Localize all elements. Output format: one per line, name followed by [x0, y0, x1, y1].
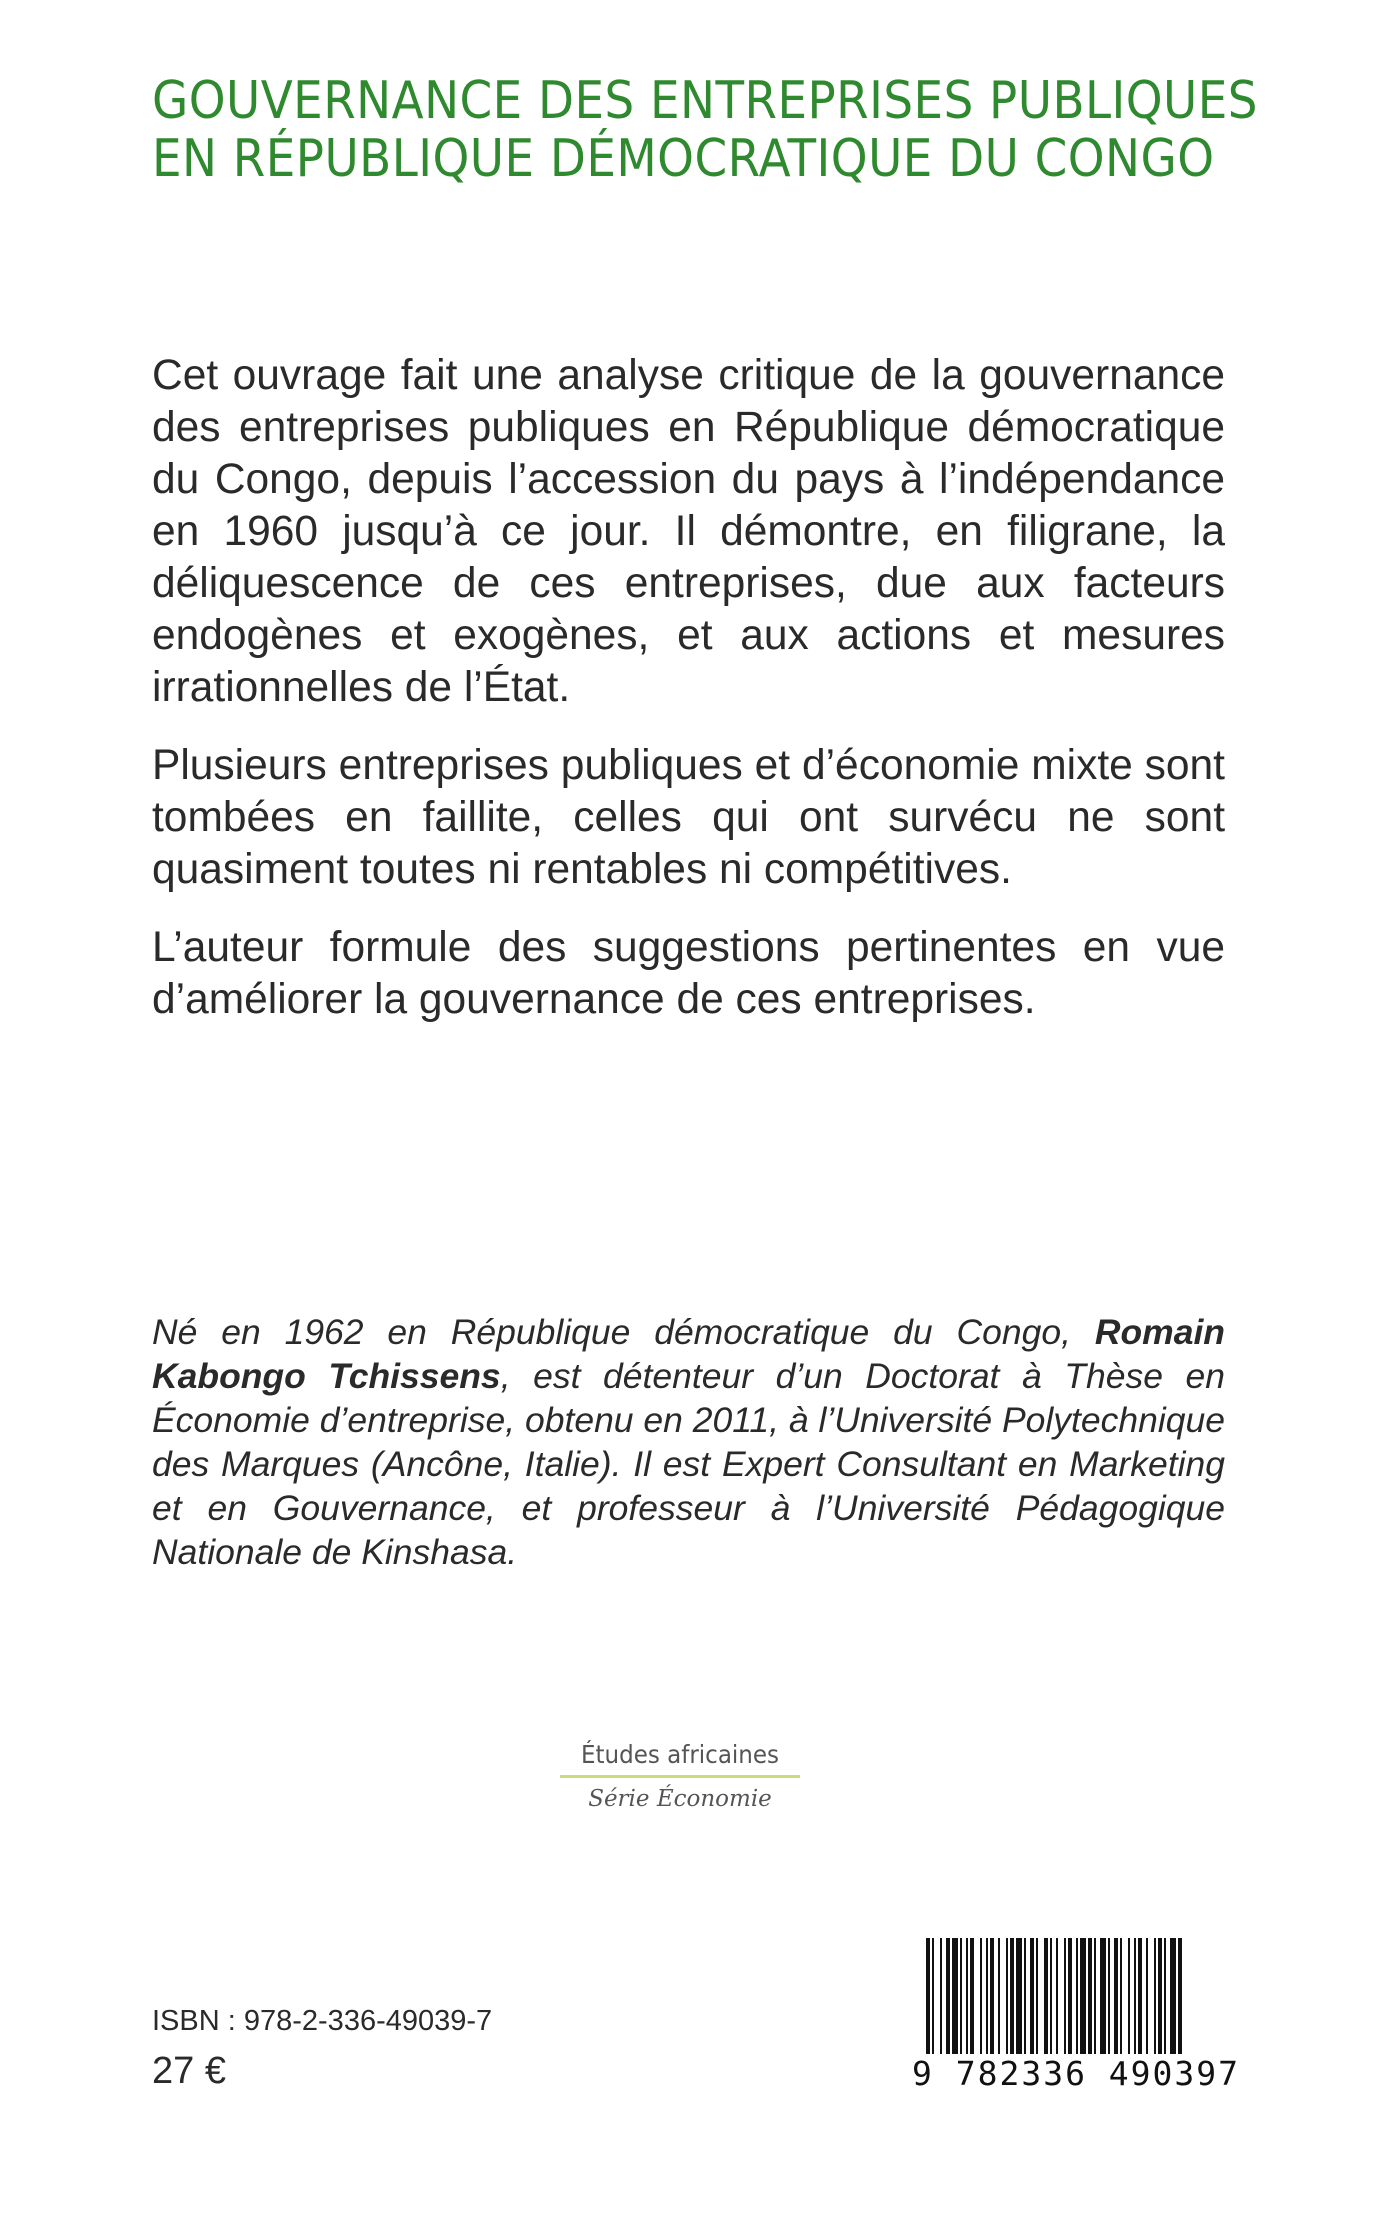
- barcode-bar: [1064, 1938, 1066, 2058]
- isbn: ISBN : 978-2-336-49039-7: [152, 2005, 493, 2037]
- barcode-bar: [1178, 1938, 1182, 2058]
- barcode-bar: [986, 1938, 988, 2058]
- barcode-bar: [940, 1938, 942, 2058]
- series-logo: [560, 1740, 800, 1812]
- barcode-bar: [970, 1938, 974, 2058]
- barcode-bar: [1010, 1938, 1014, 2058]
- price: 27 €: [152, 2050, 226, 2092]
- author-name: Romain Kabongo Tchissens: [152, 1312, 1225, 1396]
- series-subseries: Série Économie: [588, 1786, 772, 1812]
- series-name: Études africaines: [580, 1740, 780, 1769]
- summary-paragraph-1: Cet ouvrage fait une analyse critique de la gouvernance des entreprises publiques en République démocratique du Congo, depuis l’accession du pays à l’indépendance en 1960 jusqu’à ce jour. Il démontre, en filigrane, la déliquescence de ces entreprises, due aux facteurs endogènes et exogènes, et aux actions et mesures irrationnelles de l’État.: [152, 352, 1225, 711]
- bio-details: , est détenteur d’un Doctorat à Thèse en Économie d’entreprise, obtenu en 2011, à l’Université Polytechnique des Marques (Ancône, Italie). Il est Expert Consultant en Marketing et en Gouvernance, et professeur à l’Université Pédagogique Nationale de Kinshasa.: [152, 1356, 1225, 1572]
- barcode-bar: [998, 1938, 1000, 2058]
- barcode-bar: [966, 1938, 968, 2058]
- author-bio: [152, 1310, 1225, 1574]
- bio-intro: Né en 1962 en République démocratique du Congo,: [152, 1312, 1095, 1352]
- barcode-bar: [1036, 1938, 1038, 2058]
- barcode-bar: [1138, 1938, 1142, 2058]
- barcode-bar: [1044, 1938, 1048, 2058]
- barcode-bar: [926, 1938, 930, 2058]
- barcode-bar: [1146, 1938, 1148, 2058]
- barcode-bar: [946, 1938, 950, 2058]
- barcode-bar: [1094, 1938, 1096, 2058]
- barcode-bar: [1114, 1938, 1118, 2058]
- barcode-digits: 9 782336 490397: [912, 2054, 1241, 2093]
- summary-section: [152, 350, 1225, 1052]
- barcode-bar: [1030, 1938, 1034, 2058]
- barcode-bar: [1158, 1938, 1162, 2058]
- series-divider: [560, 1775, 800, 1778]
- barcode-bar: [1024, 1938, 1026, 2058]
- barcode-bar: [1154, 1938, 1156, 2058]
- barcode-bar: [1170, 1938, 1176, 2058]
- barcode-bar: [1134, 1938, 1136, 2058]
- barcode-bar: [1164, 1938, 1166, 2058]
- barcode: [912, 1938, 1241, 2100]
- barcode-bar: [1068, 1938, 1072, 2058]
- barcode-bar: [1080, 1938, 1086, 2058]
- barcode-bar: [1056, 1938, 1058, 2058]
- barcode-bar: [1128, 1938, 1130, 2058]
- summary-paragraph-3: L’auteur formule des suggestions pertinentes en vue d’améliorer la gouvernance de ces entreprises.: [152, 924, 1225, 1023]
- barcode-bar: [980, 1938, 982, 2058]
- barcode-bar: [960, 1938, 962, 2058]
- barcode-bar: [1100, 1938, 1106, 2058]
- barcode-bar: [1120, 1938, 1122, 2058]
- barcode-bar: [990, 1938, 994, 2058]
- title-line-2: EN RÉPUBLIQUE DÉMOCRATIQUE DU CONGO: [152, 129, 1215, 190]
- barcode-bar: [1016, 1938, 1022, 2058]
- title-line-1: GOUVERNANCE DES ENTREPRISES PUBLIQUES: [152, 71, 1258, 131]
- barcode-bar: [1006, 1938, 1008, 2058]
- barcode-bar: [952, 1938, 958, 2058]
- book-title: [152, 71, 1258, 190]
- barcode-bar: [1050, 1938, 1052, 2058]
- barcode-bar: [932, 1938, 934, 2058]
- barcode-bar: [1108, 1938, 1110, 2058]
- barcode-bar: [1076, 1938, 1078, 2058]
- summary-paragraph-2: Plusieurs entreprises publiques et d’économie mixte sont tombées en faillite, celles qui ont survécu ne sont quasiment toutes ni rentables ni compétitives.: [152, 742, 1225, 893]
- barcode-bar: [1088, 1938, 1092, 2058]
